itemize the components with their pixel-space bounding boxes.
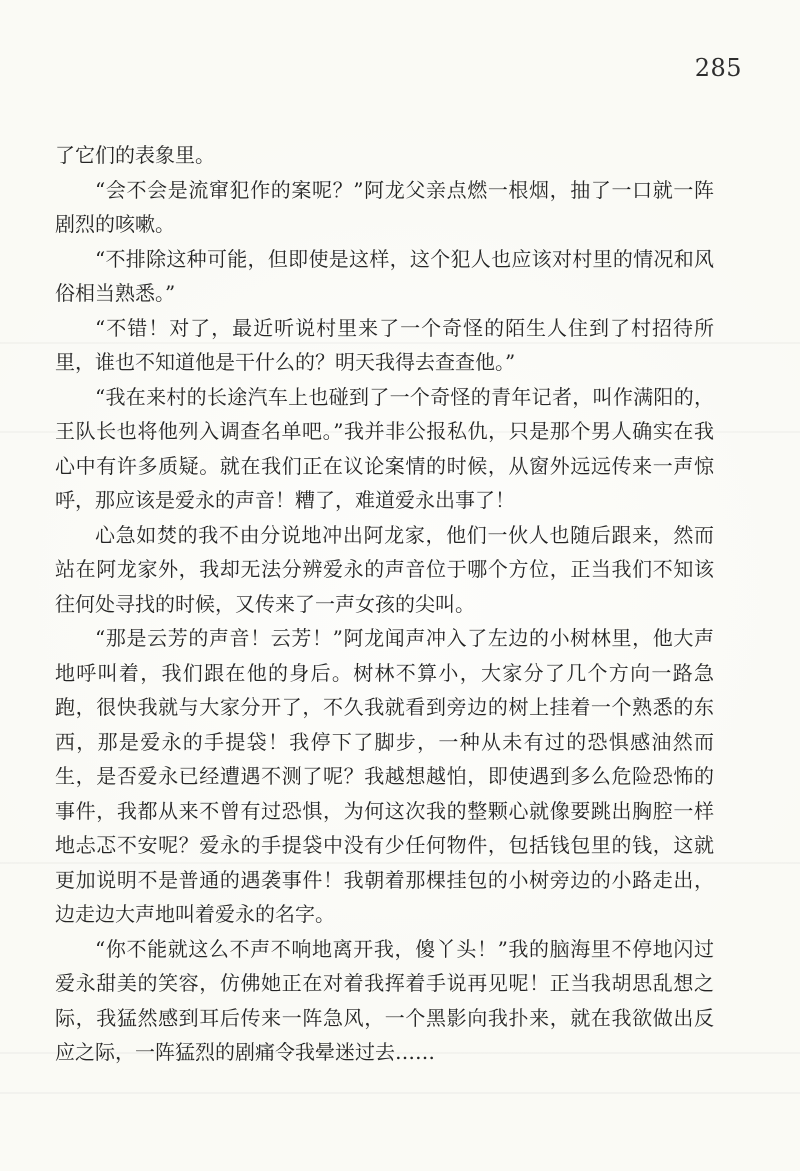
- paragraph: “不排除这种可能，但即使是这样，这个犯人也应该对村里的情况和风俗相当熟悉。”: [55, 246, 714, 305]
- paragraph: “你不能就这么不声不响地离开我，傻丫头！”我的脑海里不停地闪过爱永甜美的笑容，仿佛她正在对着我挥着手说再见呢！正当我胡思乱想之际，我猛然感到耳后传来一阵急风，一个黑影向我扑来，就在我欲做出反应之际，一阵猛烈的剧痛令我晕迷过去……: [55, 936, 714, 1064]
- show-through-line: [0, 1092, 800, 1094]
- paragraph: “不错！对了，最近听说村里来了一个奇怪的陌生人住到了村招待所里，谁也不知道他是干什么的？明天我得去查查他。”: [55, 315, 714, 374]
- paragraph: “我在来村的长途汽车上也碰到了一个奇怪的青年记者，叫作满阳的，王队长也将他列入调查名单吧。”我并非公报私仇，只是那个男人确实在我心中有许多质疑。就在我们正在议论案情的时候，从窗外远远传来一声惊呼，那应该是爱永的声音！糟了，难道爱永出事了！: [55, 384, 714, 512]
- page-number: 285: [694, 54, 742, 82]
- paragraph: “会不会是流窜犯作的案呢？”阿龙父亲点燃一根烟，抽了一口就一阵剧烈的咳嗽。: [55, 177, 714, 236]
- paragraph: 心急如焚的我不由分说地冲出阿龙家，他们一伙人也随后跟来，然而站在阿龙家外，我却无法分辨爱永的声音位于哪个方位，正当我们不知该往何处寻找的时候，又传来了一声女孩的尖叫。: [55, 522, 714, 616]
- body-text: [55, 138, 714, 1070]
- paragraph: “那是云芳的声音！云芳！”阿龙闻声冲入了左边的小树林里，他大声地呼叫着，我们跟在他的身后。树林不算小，大家分了几个方向一路急跑，很快我就与大家分开了，不久我就看到旁边的树上挂着一个熟悉的东西，那是爱永的手提袋！我停下了脚步，一种从未有过的恐惧感油然而生，是否爱永已经遭遇不测了呢？我越想越怕，即使遇到多么危险恐怖的事件，我都从来不曾有过恐惧，为何这次我的整颗心就像要跳出胸腔一样地忐忑不安呢？爱永的手提袋中没有少任何物件，包括钱包里的钱，这就更加说明不是普通的遇袭事件！我朝着那棵挂包的小树旁边的小路走出，边走边大声地叫着爱永的名字。: [55, 626, 714, 926]
- paragraph: 了它们的表象里。: [55, 143, 215, 167]
